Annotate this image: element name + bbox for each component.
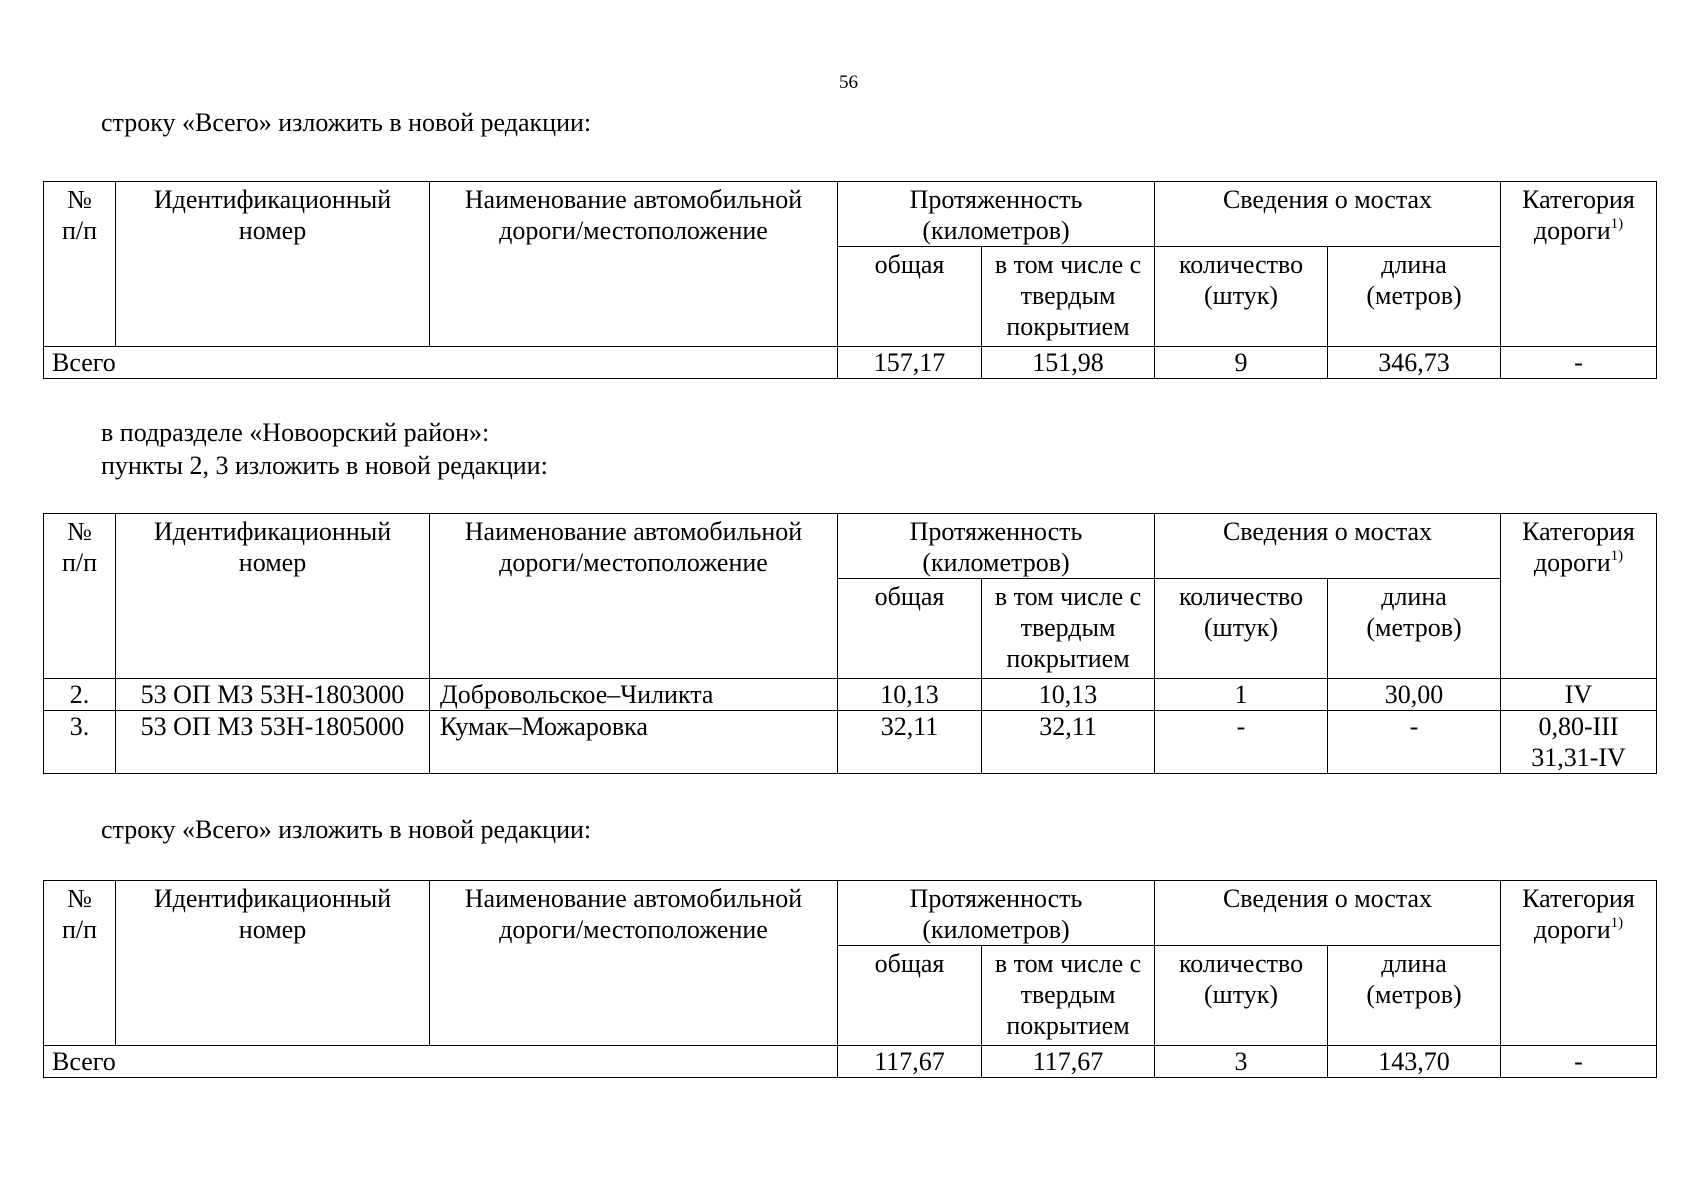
header-num: № п/п: [44, 881, 116, 1046]
row-total-length: 10,13: [838, 679, 982, 711]
page-number: 56: [839, 72, 858, 93]
header-id: Идентификационный номер: [116, 881, 430, 1046]
header-total-length: общая: [838, 946, 982, 1046]
header-length: Протяженность (километров): [838, 514, 1155, 579]
header-name: Наименование автомобильной дороги/местоположение: [430, 514, 838, 679]
header-name: Наименование автомобильной дороги/местоположение: [430, 881, 838, 1046]
header-paved-length: в том числе с твердым покрытием: [982, 247, 1155, 347]
row-total-length: 32,11: [838, 711, 982, 774]
header-bridges: Сведения о мостах: [1155, 881, 1501, 946]
header-paved-length: в том числе с твердым покрытием: [982, 946, 1155, 1046]
header-category: Категория дороги$^{1)}$: [1501, 514, 1657, 679]
total-row: [44, 347, 1657, 379]
total-label: Всего: [44, 347, 838, 379]
table-row: [44, 711, 1657, 774]
roads-table-total-2: [43, 880, 1657, 1078]
header-num: № п/п: [44, 514, 116, 679]
header-id: Идентификационный номер: [116, 514, 430, 679]
row-name: Кумак–Можаровка: [430, 711, 838, 774]
bridge-count: 3: [1155, 1046, 1328, 1078]
row-num: 2.: [44, 679, 116, 711]
row-num: 3.: [44, 711, 116, 774]
roads-table-total-1: [43, 181, 1657, 379]
paragraph-items: пункты 2, 3 изложить в новой редакции:: [101, 451, 548, 480]
header-category: Категория дороги$^{1)}$: [1501, 881, 1657, 1046]
row-id: 53 ОП МЗ 53Н-1803000: [116, 679, 430, 711]
paved-length: 117,67: [982, 1046, 1155, 1078]
header-bridges: Сведения о мостах: [1155, 182, 1501, 247]
header-name: Наименование автомобильной дороги/местоположение: [430, 182, 838, 347]
row-bridge-length: 30,00: [1328, 679, 1501, 711]
total-length: 117,67: [838, 1046, 982, 1078]
header-bridge-count: количество (штук): [1155, 946, 1328, 1046]
total-row: [44, 1046, 1657, 1078]
row-category: IV: [1501, 679, 1657, 711]
table-row: [44, 679, 1657, 711]
row-paved-length: 32,11: [982, 711, 1155, 774]
header-total-length: общая: [838, 579, 982, 679]
header-paved-length: в том числе с твердым покрытием: [982, 579, 1155, 679]
header-length: Протяженность (километров): [838, 182, 1155, 247]
total-length: 157,17: [838, 347, 982, 379]
paved-length: 151,98: [982, 347, 1155, 379]
row-bridge-length: -: [1328, 711, 1501, 774]
header-id: Идентификационный номер: [116, 182, 430, 347]
header-bridges: Сведения о мостах: [1155, 514, 1501, 579]
row-paved-length: 10,13: [982, 679, 1155, 711]
header-bridge-length: длина (метров): [1328, 247, 1501, 347]
paragraph-subsection: в подразделе «Новоорский район»:: [101, 418, 490, 447]
row-category: 0,80-III 31,31-IV: [1501, 711, 1657, 774]
header-total-length: общая: [838, 247, 982, 347]
row-id: 53 ОП МЗ 53Н-1805000: [116, 711, 430, 774]
paragraph-total-intro-1: строку «Всего» изложить в новой редакции:: [101, 108, 592, 137]
roads-table-items: [43, 513, 1657, 774]
row-bridge-count: -: [1155, 711, 1328, 774]
row-name: Добровольское–Чиликта: [430, 679, 838, 711]
bridge-count: 9: [1155, 347, 1328, 379]
header-bridge-length: длина (метров): [1328, 579, 1501, 679]
header-bridge-length: длина (метров): [1328, 946, 1501, 1046]
header-num: № п/п: [44, 182, 116, 347]
category: -: [1501, 1046, 1657, 1078]
header-category: Категория дороги$^{1)}$: [1501, 182, 1657, 347]
paragraph-total-intro-2: строку «Всего» изложить в новой редакции:: [101, 815, 592, 844]
bridge-length: 346,73: [1328, 347, 1501, 379]
category: -: [1501, 347, 1657, 379]
total-label: Всего: [44, 1046, 838, 1078]
header-bridge-count: количество (штук): [1155, 247, 1328, 347]
header-length: Протяженность (километров): [838, 881, 1155, 946]
row-bridge-count: 1: [1155, 679, 1328, 711]
header-bridge-count: количество (штук): [1155, 579, 1328, 679]
bridge-length: 143,70: [1328, 1046, 1501, 1078]
